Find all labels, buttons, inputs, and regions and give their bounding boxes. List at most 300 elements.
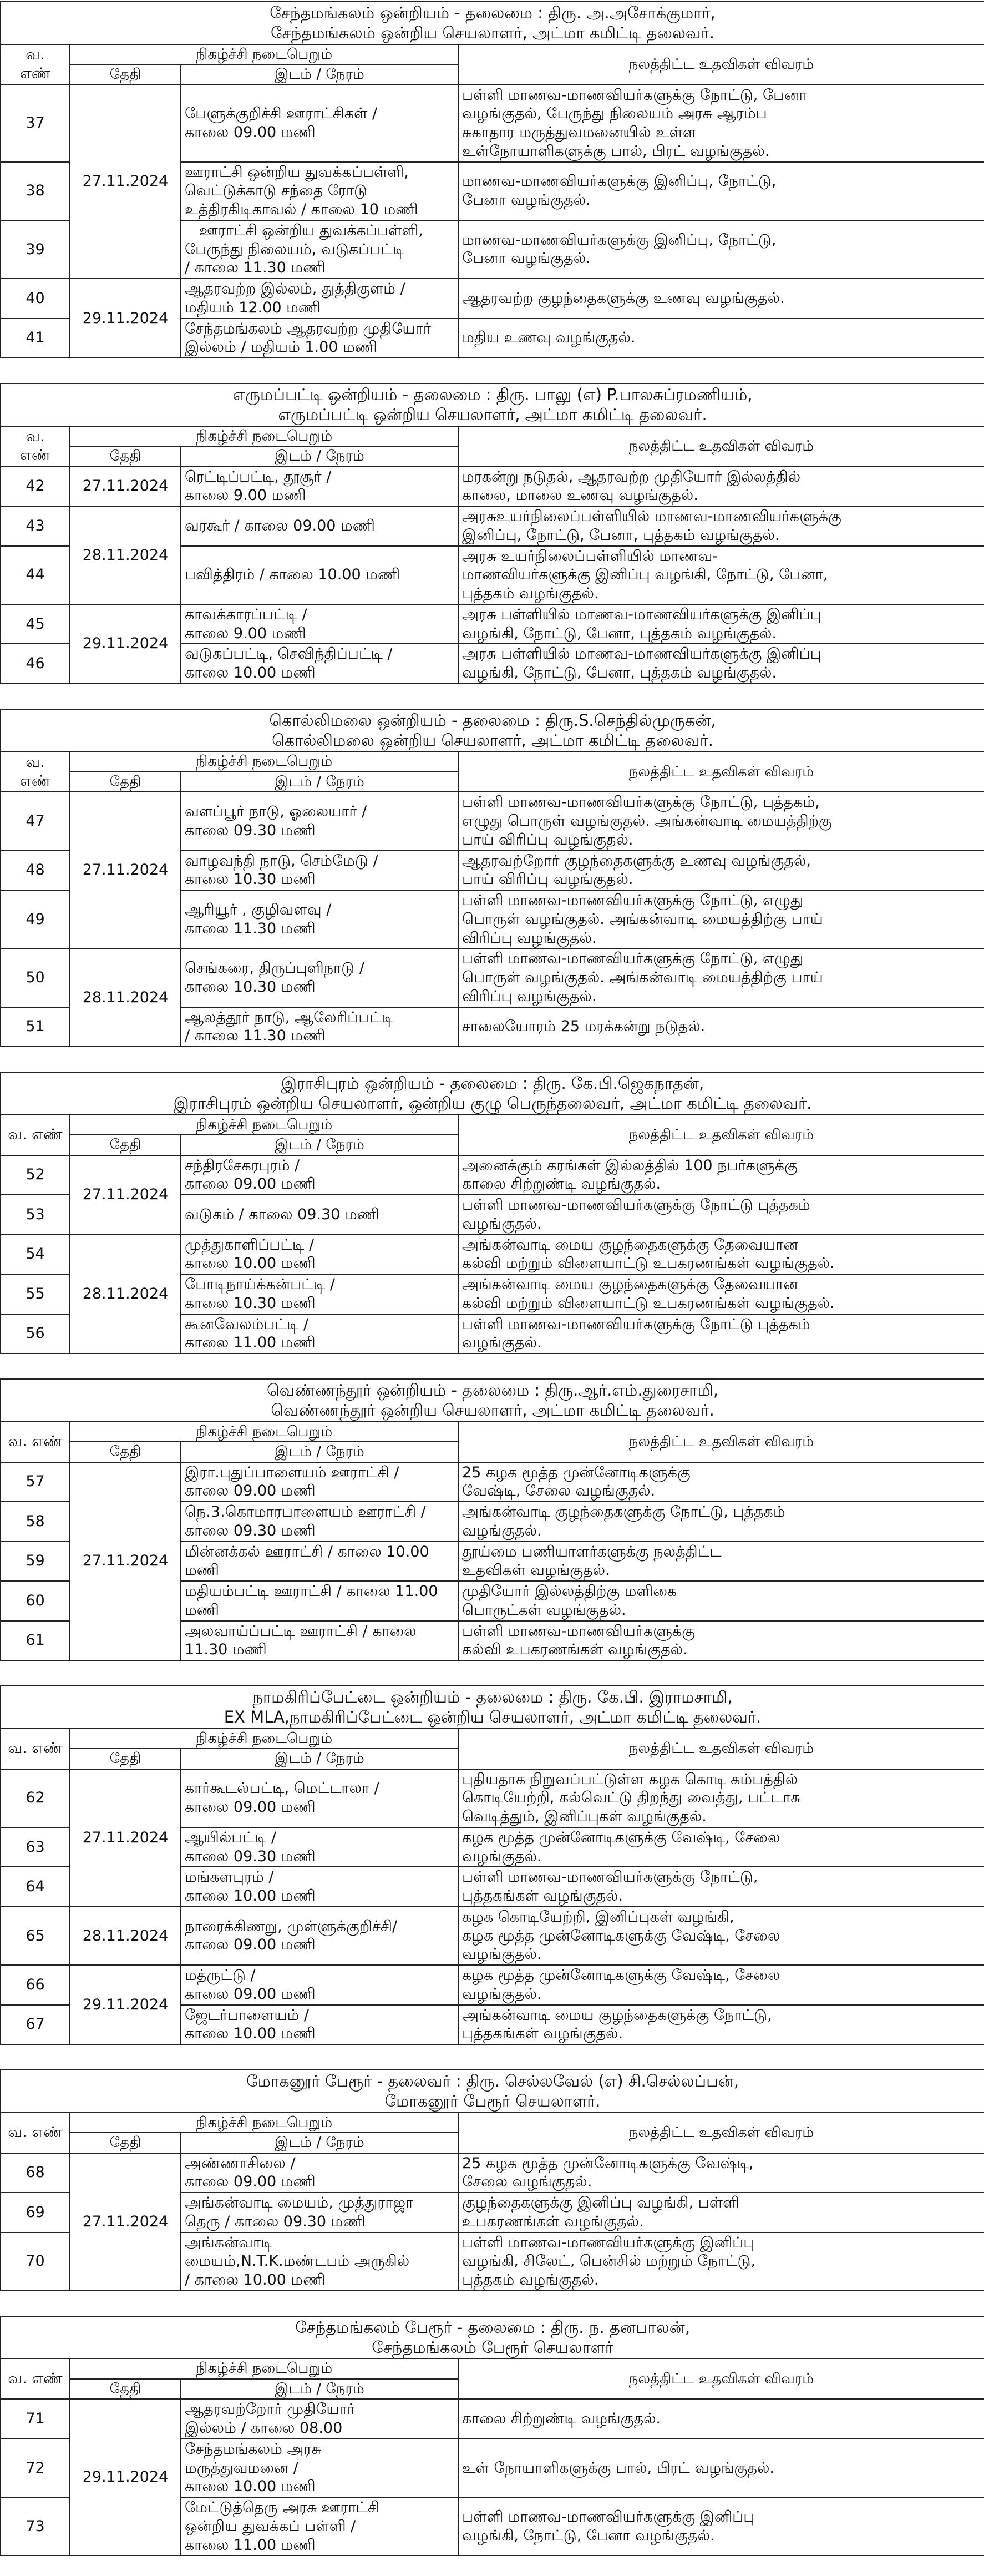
- section-heading-row: [1, 1379, 984, 1422]
- text-line: பேளுக்குறிச்சி ஊராட்சிகள் /: [185, 105, 378, 123]
- text-line: கார்கூடல்பட்டி, மெட்டாலா /: [185, 1780, 379, 1797]
- welfare-details: [458, 1007, 984, 1047]
- event-date: 29.11.2024: [70, 279, 181, 358]
- event-date: 27.11.2024: [70, 1462, 181, 1661]
- text-line: எழுது பொருள் வழங்குதல். அங்கன்வாடி மையத்திற்கு: [462, 812, 832, 830]
- table-row: [1, 2399, 984, 2439]
- text-line: ஆரியூர் , குழிவளவு /: [185, 901, 332, 918]
- text-line: பவித்திரம் / காலை 10.00 மணி: [185, 566, 400, 584]
- text-line: பேனா வழங்குதல்.: [462, 191, 591, 209]
- welfare-details: [458, 890, 984, 948]
- table-row: [1, 2153, 984, 2193]
- text-line: இரா.புதுப்பாளையம் ஊராட்சி /: [185, 1463, 399, 1481]
- section-heading-row: [1, 1072, 984, 1115]
- serial-number: 70: [1, 2232, 70, 2291]
- text-line: காலை 09.00 மணி: [185, 1799, 316, 1816]
- text-line: போடிநாய்க்கன்பட்டி /: [185, 1276, 335, 1293]
- column-header-row: [1, 751, 984, 772]
- text-line: பள்ளி மாணவ-மாணவியர்களுக்கு இனிப்பு: [462, 2508, 755, 2526]
- text-line: ஊராட்சி ஒன்றிய துவக்கப்பள்ளி,: [185, 163, 409, 181]
- welfare-details: [458, 1867, 984, 1907]
- serial-number: 65: [1, 1907, 70, 1965]
- text-line: பள்ளி மாணவ-மாணவியர்களுக்கு நோட்டு, பேனா: [462, 86, 807, 104]
- text-line: அங்கன்வாடி மைய குழந்தைகளுக்கு தேவையான: [462, 1276, 798, 1293]
- text-line: பாய் விரிப்பு வழங்குதல்.: [462, 871, 633, 888]
- serial-number: 71: [1, 2399, 70, 2439]
- date-header: தேதி: [70, 1442, 181, 1462]
- heading-line: கொல்லிமலை ஒன்றிய செயலாளர், அட்மா கமிட்டி தலைவர்.: [272, 731, 713, 750]
- text-line: ஒன்றிய துவக்கப் பள்ளி /: [185, 2517, 356, 2535]
- column-header-row: [1, 426, 984, 447]
- heading-line: மோகனூர் பேரூர் செயலாளர்.: [384, 2092, 601, 2111]
- serial-number: 55: [1, 1274, 70, 1314]
- text-line: பள்ளி மாணவ-மாணவியர்களுக்கு நோட்டு, எழுது: [462, 892, 804, 909]
- text-line: காலை 10.00 மணி: [185, 1255, 316, 1272]
- heading-line: வெண்ணந்தூர் ஒன்றிய செயலாளர், அட்மா கமிட்டி தலைவர்.: [271, 1401, 714, 1420]
- welfare-details: [458, 2497, 984, 2555]
- welfare-details: [458, 1274, 984, 1314]
- place-time: [181, 890, 458, 948]
- section-block: [0, 1, 984, 358]
- program-table: [0, 1, 984, 358]
- serial-number: 54: [1, 1235, 70, 1275]
- text-line: காலை 09.00 மணி: [185, 124, 316, 141]
- serial-number: 38: [1, 162, 70, 220]
- serial-header-part: எண்: [19, 65, 51, 82]
- place-time: [181, 1314, 458, 1354]
- text-line: வழங்குதல்.: [462, 1985, 542, 2003]
- text-line: / காலை 11.30 மணி: [185, 259, 326, 277]
- event-date: 27.11.2024: [70, 1769, 181, 1907]
- text-line: புத்தகங்கள் வழங்குதல்.: [462, 2025, 623, 2043]
- place-time: [181, 279, 458, 319]
- program-header: நிகழ்ச்சி நடைபெறும்: [70, 1729, 458, 1749]
- heading-line: எருமப்பட்டி ஒன்றிய செயலாளர், அட்மா கமிட்டி தலைவர்.: [278, 405, 707, 425]
- text-line: பொருட்கள் வழங்குதல்.: [462, 1601, 626, 1619]
- place-time: [181, 2497, 458, 2555]
- text-line: காலை 9.00 மணி: [185, 487, 306, 504]
- program-header: நிகழ்ச்சி நடைபெறும்: [70, 426, 458, 447]
- event-date: 27.11.2024: [70, 1155, 181, 1235]
- text-line: பாய் விரிப்பு வழங்குதல்.: [462, 831, 633, 848]
- text-line: கல்வி மற்றும் விளையாட்டு உபகரணங்கள் வழங்குதல்.: [462, 1294, 835, 1312]
- serial-number: 53: [1, 1195, 70, 1235]
- text-line: புதியதாக நிறுவப்பட்டுள்ள கழக கொடி கம்பத்தில்: [462, 1770, 798, 1788]
- section-heading: [1, 1379, 984, 1422]
- serial-header: [1, 751, 70, 792]
- text-line: காலை 09.30 மணி: [185, 1847, 316, 1865]
- text-line: காலை 09.30 மணி: [185, 1522, 316, 1539]
- welfare-details: [458, 948, 984, 1007]
- program-table: [0, 1685, 984, 2045]
- place-time: [181, 1542, 458, 1582]
- text-line: காலை 11.00 மணி: [185, 1334, 316, 1352]
- welfare-details: [458, 1235, 984, 1275]
- section-block: [0, 2069, 984, 2291]
- place-time-header: இடம் / நேரம்: [181, 446, 458, 467]
- serial-header-part: எண்: [19, 447, 51, 464]
- heading-line: இராசிபுரம் ஒன்றியம் - தலைமை : திரு. கே.பி.ஜெகநாதன்,: [281, 1074, 704, 1093]
- place-time-header: இடம் / நேரம்: [181, 1442, 458, 1462]
- event-date: 27.11.2024: [70, 792, 181, 948]
- welfare-details: [458, 1462, 984, 1502]
- place-time: [181, 1965, 458, 2005]
- serial-number: 59: [1, 1542, 70, 1582]
- table-row: [1, 1155, 984, 1195]
- welfare-details: [458, 2193, 984, 2232]
- date-header: தேதி: [70, 772, 181, 792]
- text-line: உள் நோயாளிகளுக்கு பால், பிரட் வழங்குதல்.: [462, 2459, 774, 2477]
- section-heading: [1, 2070, 984, 2113]
- place-time: [181, 1462, 458, 1502]
- text-line: சேந்தமங்கலம் ஆதரவற்ற முதியோர்: [185, 320, 431, 337]
- text-line: மின்னக்கல் ஊராட்சி / காலை 10.00 மணி: [185, 1543, 429, 1579]
- place-time-header: இடம் / நேரம்: [181, 772, 458, 792]
- text-line: பள்ளி மாணவ-மாணவியர்களுக்கு நோட்டு,: [462, 1868, 758, 1886]
- place-time: [181, 1274, 458, 1314]
- section-heading-row: [1, 2316, 984, 2359]
- welfare-header: நலத்திட்ட உதவிகள் விவரம்: [458, 426, 984, 467]
- text-line: மங்களபுரம் /: [185, 1868, 274, 1886]
- serial-header: வ. எண்: [1, 1422, 70, 1462]
- welfare-details: [458, 2439, 984, 2497]
- place-time: [181, 1621, 458, 1661]
- text-line: ரெட்டிப்பட்டி, தூசூர் /: [185, 468, 332, 486]
- place-time: [181, 506, 458, 546]
- welfare-details: [458, 792, 984, 850]
- welfare-details: [458, 279, 984, 319]
- place-time-header: இடம் / நேரம்: [181, 1749, 458, 1769]
- column-header-row: [1, 1422, 984, 1442]
- welfare-details: [458, 1195, 984, 1235]
- text-line: அரசு பள்ளியில் மாணவ-மாணவியர்களுக்கு இனிப்பு: [462, 605, 821, 623]
- program-table: [0, 2316, 984, 2557]
- text-line: நாரைக்கிணறு, முள்ளுக்குறிச்சி/: [185, 1917, 398, 1935]
- section-heading: [1, 2, 984, 44]
- welfare-header: நலத்திட்ட உதவிகள் விவரம்: [458, 751, 984, 792]
- heading-line: நாமகிரிப்பேட்டை ஒன்றியம் - தலைமை : திரு. கே.பி. இராமசாமி,: [252, 1688, 733, 1706]
- serial-number: 69: [1, 2193, 70, 2232]
- section-heading-row: [1, 2070, 984, 2113]
- section-heading: [1, 709, 984, 752]
- serial-number: 49: [1, 890, 70, 948]
- heading-line: சேந்தமங்கலம் ஒன்றியம் - தலைமை : திரு. அ.அசோக்குமார்,: [270, 3, 716, 22]
- serial-number: 56: [1, 1314, 70, 1354]
- welfare-details: [458, 1314, 984, 1354]
- text-line: ஆதரவற்ற இல்லம், துத்திகுளம் /: [185, 280, 405, 297]
- place-time: [181, 2005, 458, 2045]
- text-line: வழங்கி, நோட்டு, பேனா வழங்குதல்.: [462, 2527, 715, 2544]
- table-row: [1, 1235, 984, 1275]
- place-time: [181, 1195, 458, 1235]
- text-line: வழங்கி, சிலேட், பென்சில் மற்றும் நோட்டு,: [462, 2252, 756, 2270]
- text-line: காலை 09.00 மணி: [185, 1482, 316, 1500]
- serial-number: 60: [1, 1581, 70, 1621]
- event-date: 27.11.2024: [70, 85, 181, 279]
- text-line: அங்கன்வாடி மைய குழந்தைகளுக்கு தேவையான: [462, 1236, 798, 1254]
- event-date: 27.11.2024: [70, 467, 181, 507]
- event-date: 28.11.2024: [70, 506, 181, 604]
- text-line: மதிய உணவு வழங்குதல்.: [462, 329, 636, 347]
- text-line: ஆதரவற்றோர் முதியோர்: [185, 2401, 355, 2418]
- place-time-header: இடம் / நேரம்: [181, 1135, 458, 1155]
- text-line: ஆதரவற்ற குழந்தைகளுக்கு உணவு வழங்குதல்.: [462, 289, 785, 307]
- section-heading: [1, 1686, 984, 1729]
- serial-number: 66: [1, 1965, 70, 2005]
- place-time: [181, 2399, 458, 2439]
- text-line: காலை 10.00 மணி: [185, 2478, 316, 2496]
- text-line: மேட்டுத்தெரு அரசு ஊராட்சி: [185, 2499, 380, 2516]
- table-row: [1, 948, 984, 1007]
- table-row: [1, 1462, 984, 1502]
- place-time-header: இடம் / நேரம்: [181, 64, 458, 85]
- place-time: [181, 604, 458, 644]
- welfare-header: நலத்திட்ட உதவிகள் விவரம்: [458, 1729, 984, 1769]
- text-line: அங்கன்வாடி குழந்தைகளுக்கு நோட்டு, புத்தகம்: [462, 1503, 785, 1521]
- text-line: மாணவியர்களுக்கு இனிப்பு வழங்கி, நோட்டு, பேனா,: [462, 566, 828, 584]
- text-line: மருத்துவமனை /: [185, 2459, 298, 2477]
- event-date: 28.11.2024: [70, 1907, 181, 1965]
- place-time: [181, 1827, 458, 1867]
- welfare-header: நலத்திட்ட உதவிகள் விவரம்: [458, 1422, 984, 1462]
- text-line: தெரு / காலை 09.30 மணி: [185, 2213, 366, 2230]
- serial-number: 73: [1, 2497, 70, 2555]
- program-header: நிகழ்ச்சி நடைபெறும்: [70, 751, 458, 772]
- text-line: காலை 10.30 மணி: [185, 978, 316, 996]
- text-line: காலை சிற்றுண்டி வழங்குதல்.: [462, 1175, 661, 1193]
- column-header-row: [1, 1115, 984, 1135]
- serial-number: 46: [1, 644, 70, 684]
- place-time: [181, 2232, 458, 2291]
- text-line: அங்கன்வாடி: [185, 2234, 273, 2251]
- serial-number: 68: [1, 2153, 70, 2193]
- text-line: வழங்கி, நோட்டு, பேனா, புத்தகம் வழங்குதல்.: [462, 624, 777, 642]
- section-block: [0, 2316, 984, 2557]
- text-line: காலை 10.00 மணி: [185, 2025, 316, 2043]
- text-line: வடுகம் / காலை 09.30 மணி: [185, 1205, 379, 1223]
- text-line: முதியோர் இல்லத்திற்கு மளிகை: [462, 1583, 677, 1600]
- welfare-details: [458, 1965, 984, 2005]
- place-time: [181, 2439, 458, 2497]
- date-header: தேதி: [70, 446, 181, 467]
- table-row: [1, 1965, 984, 2005]
- text-line: ஆயில்பட்டி /: [185, 1829, 277, 1846]
- text-line: வழங்குதல்.: [462, 1847, 542, 1865]
- serial-number: 41: [1, 319, 70, 358]
- place-time: [181, 220, 458, 279]
- serial-number: 52: [1, 1155, 70, 1195]
- text-line: காலை 09.00 மணி: [185, 2173, 316, 2191]
- welfare-details: [458, 604, 984, 644]
- serial-header-part: வ.: [26, 46, 45, 64]
- text-line: கூனவேலம்பட்டி /: [185, 1315, 309, 1333]
- serial-header: [1, 426, 70, 467]
- text-line: வெட்டுக்காடு சந்தை ரோடு: [185, 182, 368, 200]
- welfare-details: [458, 2232, 984, 2291]
- text-line: வரகூர் / காலை 09.00 மணி: [185, 517, 375, 534]
- text-line: உதவிகள் வழங்குதல்.: [462, 1562, 610, 1579]
- welfare-details: [458, 319, 984, 358]
- serial-header: [1, 44, 70, 85]
- place-time: [181, 85, 458, 162]
- place-time: [181, 1581, 458, 1621]
- event-date: 28.11.2024: [70, 1235, 181, 1354]
- text-line: பள்ளி மாணவ-மாணவியர்களுக்கு இனிப்பு: [462, 2234, 755, 2251]
- text-line: மையம்,N.T.K.மண்டபம் அருகில்: [185, 2252, 410, 2270]
- serial-number: 47: [1, 792, 70, 850]
- date-header: தேதி: [70, 64, 181, 85]
- text-line: கல்வி உபகரணங்கள் வழங்குதல்.: [462, 1641, 688, 1659]
- welfare-details: [458, 1542, 984, 1582]
- text-line: மாணவ-மாணவியர்களுக்கு இனிப்பு, நோட்டு,: [462, 173, 777, 190]
- text-line: காலை 09.00 மணி: [185, 1985, 316, 2003]
- text-line: / காலை 10.00 மணி: [185, 2271, 326, 2289]
- text-line: ஆதரவற்றோர் குழந்தைகளுக்கு உணவு வழங்குதல்,: [462, 852, 811, 870]
- event-date: 28.11.2024: [70, 948, 181, 1047]
- section-block: [0, 1072, 984, 1354]
- section-heading-row: [1, 1686, 984, 1729]
- text-line: ஆலத்தூர் நாடு, ஆலேரிப்பட்டி: [185, 1008, 394, 1026]
- section-heading: [1, 1072, 984, 1115]
- text-line: அரசு உயர்நிலைப்பள்ளியில் மாணவ-: [462, 547, 718, 565]
- serial-number: 40: [1, 279, 70, 319]
- date-header: தேதி: [70, 1135, 181, 1155]
- text-line: உபகரணங்கள் வழங்குதல்.: [462, 2213, 644, 2230]
- text-line: செங்கரை, திருப்புளிநாடு /: [185, 959, 364, 977]
- welfare-details: [458, 85, 984, 162]
- event-date: 29.11.2024: [70, 1965, 181, 2044]
- place-time: [181, 948, 458, 1007]
- date-header: தேதி: [70, 2133, 181, 2153]
- program-table: [0, 383, 984, 684]
- place-time: [181, 467, 458, 507]
- text-line: பள்ளி மாணவ-மாணவியர்களுக்கு நோட்டு புத்தகம்: [462, 1196, 810, 1214]
- text-line: நெ.3.கொமாரபாளையம் ஊராட்சி /: [185, 1503, 426, 1521]
- welfare-details: [458, 2005, 984, 2045]
- welfare-details: [458, 644, 984, 684]
- text-line: காலை 09.00 மணி: [185, 1175, 316, 1193]
- text-line: மதியம்பட்டி ஊராட்சி / காலை 11.00 மணி: [185, 1583, 438, 1619]
- text-line: புத்தகம் வழங்குதல்.: [462, 585, 599, 602]
- welfare-details: [458, 220, 984, 279]
- place-time: [181, 319, 458, 358]
- text-line: / காலை 11.30 மணி: [185, 1027, 326, 1045]
- text-line: காலை 10.30 மணி: [185, 871, 316, 888]
- text-line: உள்நோயாளிகளுக்கு பால், பிரட் வழங்குதல்.: [462, 142, 770, 160]
- place-time: [181, 851, 458, 891]
- welfare-details: [458, 546, 984, 604]
- text-line: புத்தகங்கள் வழங்குதல்.: [462, 1887, 623, 1905]
- place-time: [181, 644, 458, 684]
- welfare-details: [458, 2153, 984, 2193]
- text-line: மரகன்று நடுதல், ஆதரவற்ற முதியோர் இல்லத்தில்: [462, 468, 801, 486]
- welfare-header: நலத்திட்ட உதவிகள் விவரம்: [458, 2358, 984, 2399]
- text-line: வெடித்தும், இனிப்புகள் வழங்குதல்.: [462, 1808, 707, 1825]
- text-line: விரிப்பு வழங்குதல்.: [462, 987, 597, 1005]
- text-line: மாணவ-மாணவியர்களுக்கு இனிப்பு, நோட்டு,: [462, 231, 777, 249]
- serial-header: வ. எண்: [1, 1115, 70, 1155]
- heading-line: சேந்தமங்கலம் பேரூர் - தலைமை : திரு. ந. தனபாலன்,: [295, 2317, 691, 2337]
- text-line: மத்ருட்டு /: [185, 1967, 256, 1984]
- place-time: [181, 162, 458, 220]
- serial-header: வ. எண்: [1, 2358, 70, 2399]
- text-line: காவக்காரப்பட்டி /: [185, 605, 307, 623]
- heading-line: வெண்ணந்தூர் ஒன்றியம் - தலைமை : திரு.ஆர்.எம்.துரைசாமி,: [266, 1381, 719, 1400]
- heading-line: இராசிபுரம் ஒன்றிய செயலாளர், ஒன்றிய குழு பெருந்தலைவர், அட்மா கமிட்டி தலைவர்.: [173, 1094, 812, 1113]
- welfare-details: [458, 1827, 984, 1867]
- heading-line: எருமப்பட்டி ஒன்றியம் - தலைமை : திரு. பாலு (எ) P.பாலசுப்ரமணியம்,: [232, 385, 753, 404]
- column-header-row: [1, 44, 984, 65]
- text-line: வழங்குதல்.: [462, 1215, 542, 1233]
- heading-line: சேந்தமங்கலம் பேரூர் செயலாளர்: [372, 2338, 613, 2357]
- text-line: 25 கழக மூத்த முன்னோடிகளுக்கு: [462, 1463, 691, 1481]
- welfare-details: [458, 2399, 984, 2439]
- heading-line: சேந்தமங்கலம் ஒன்றிய செயலாளர், அட்மா கமிட்டி தலைவர்.: [271, 23, 715, 43]
- date-header: தேதி: [70, 2379, 181, 2400]
- welfare-details: [458, 506, 984, 546]
- text-line: அங்கன்வாடி மையம், முத்துராஜா: [185, 2194, 414, 2211]
- text-line: கழக கொடியேற்றி, இனிப்புகள் வழங்கி,: [462, 1908, 734, 1926]
- section-block: [0, 709, 984, 1047]
- welfare-details: [458, 467, 984, 507]
- place-time: [181, 1769, 458, 1827]
- serial-number: 57: [1, 1462, 70, 1502]
- table-row: [1, 279, 984, 319]
- table-row: [1, 506, 984, 546]
- welfare-details: [458, 1907, 984, 1965]
- text-line: தூய்மை பணியாளர்களுக்கு நலத்திட்ட: [462, 1543, 722, 1560]
- text-line: சேந்தமங்கலம் அரசு: [185, 2440, 321, 2458]
- place-time: [181, 2193, 458, 2232]
- text-line: கல்வி மற்றும் விளையாட்டு உபகரணங்கள் வழங்குதல்.: [462, 1255, 835, 1272]
- serial-number: 62: [1, 1769, 70, 1827]
- column-header-row: [1, 1729, 984, 1749]
- serial-number: 39: [1, 220, 70, 279]
- text-line: மதியம் 12.00 மணி: [185, 299, 321, 316]
- text-line: பொருள் வழங்குதல். அங்கன்வாடி மையத்திற்கு பாய்: [462, 910, 823, 928]
- text-line: காலை 10.00 மணி: [185, 1887, 316, 1905]
- program-table: [0, 2069, 984, 2291]
- serial-number: 45: [1, 604, 70, 644]
- heading-line: கொல்லிமலை ஒன்றியம் - தலைமை : திரு.S.செந்தில்முருகன்,: [269, 710, 716, 730]
- text-line: வழங்கி, நோட்டு, பேனா, புத்தகம் வழங்குதல்.: [462, 664, 777, 681]
- text-line: பள்ளி மாணவ-மாணவியர்களுக்கு நோட்டு, புத்தகம்,: [462, 794, 820, 811]
- text-line: 25 கழக மூத்த முன்னோடிகளுக்கு வேஷ்டி,: [462, 2154, 754, 2172]
- text-line: பேருந்து நிலையம், வடுகப்பட்டி: [185, 240, 405, 258]
- table-row: [1, 1907, 984, 1965]
- text-line: காலை 09.30 மணி: [185, 821, 316, 839]
- date-header: தேதி: [70, 1749, 181, 1769]
- text-line: கழக மூத்த முன்னோடிகளுக்கு வேஷ்டி, சேலை: [462, 1829, 780, 1846]
- heading-line: EX MLA,நாமகிரிப்பேட்டை ஒன்றிய செயலாளர், அட்மா கமிட்டி தலைவர்.: [224, 1708, 762, 1727]
- text-line: காலை 10.00 மணி: [185, 664, 316, 681]
- program-table: [0, 1378, 984, 1661]
- table-row: [1, 85, 984, 162]
- program-table: [0, 709, 984, 1047]
- heading-line: மோகனூர் பேரூர் - தலைவர் : திரு. செல்லவேல் (எ) சி.செல்லப்பன்,: [246, 2072, 739, 2090]
- text-line: அங்கன்வாடி மைய குழந்தைகளுக்கு நோட்டு,: [462, 2006, 772, 2024]
- text-line: அனைக்கும் கரங்கள் இல்லத்தில் 100 நபர்களுக்கு: [462, 1156, 798, 1174]
- text-line: காலை 10.30 மணி: [185, 1294, 316, 1312]
- welfare-details: [458, 851, 984, 891]
- serial-header: வ. எண்: [1, 2113, 70, 2153]
- text-line: அரசுஉயர்நிலைப்பள்ளியில் மாணவ-மாணவியர்களுக்கு: [462, 508, 841, 525]
- text-line: இல்லம் / மதியம் 1.00 மணி: [185, 339, 377, 356]
- serial-number: 42: [1, 467, 70, 507]
- place-time: [181, 792, 458, 850]
- column-header-row: [1, 2358, 984, 2379]
- text-line: புத்தகம் வழங்குதல்.: [462, 2271, 599, 2289]
